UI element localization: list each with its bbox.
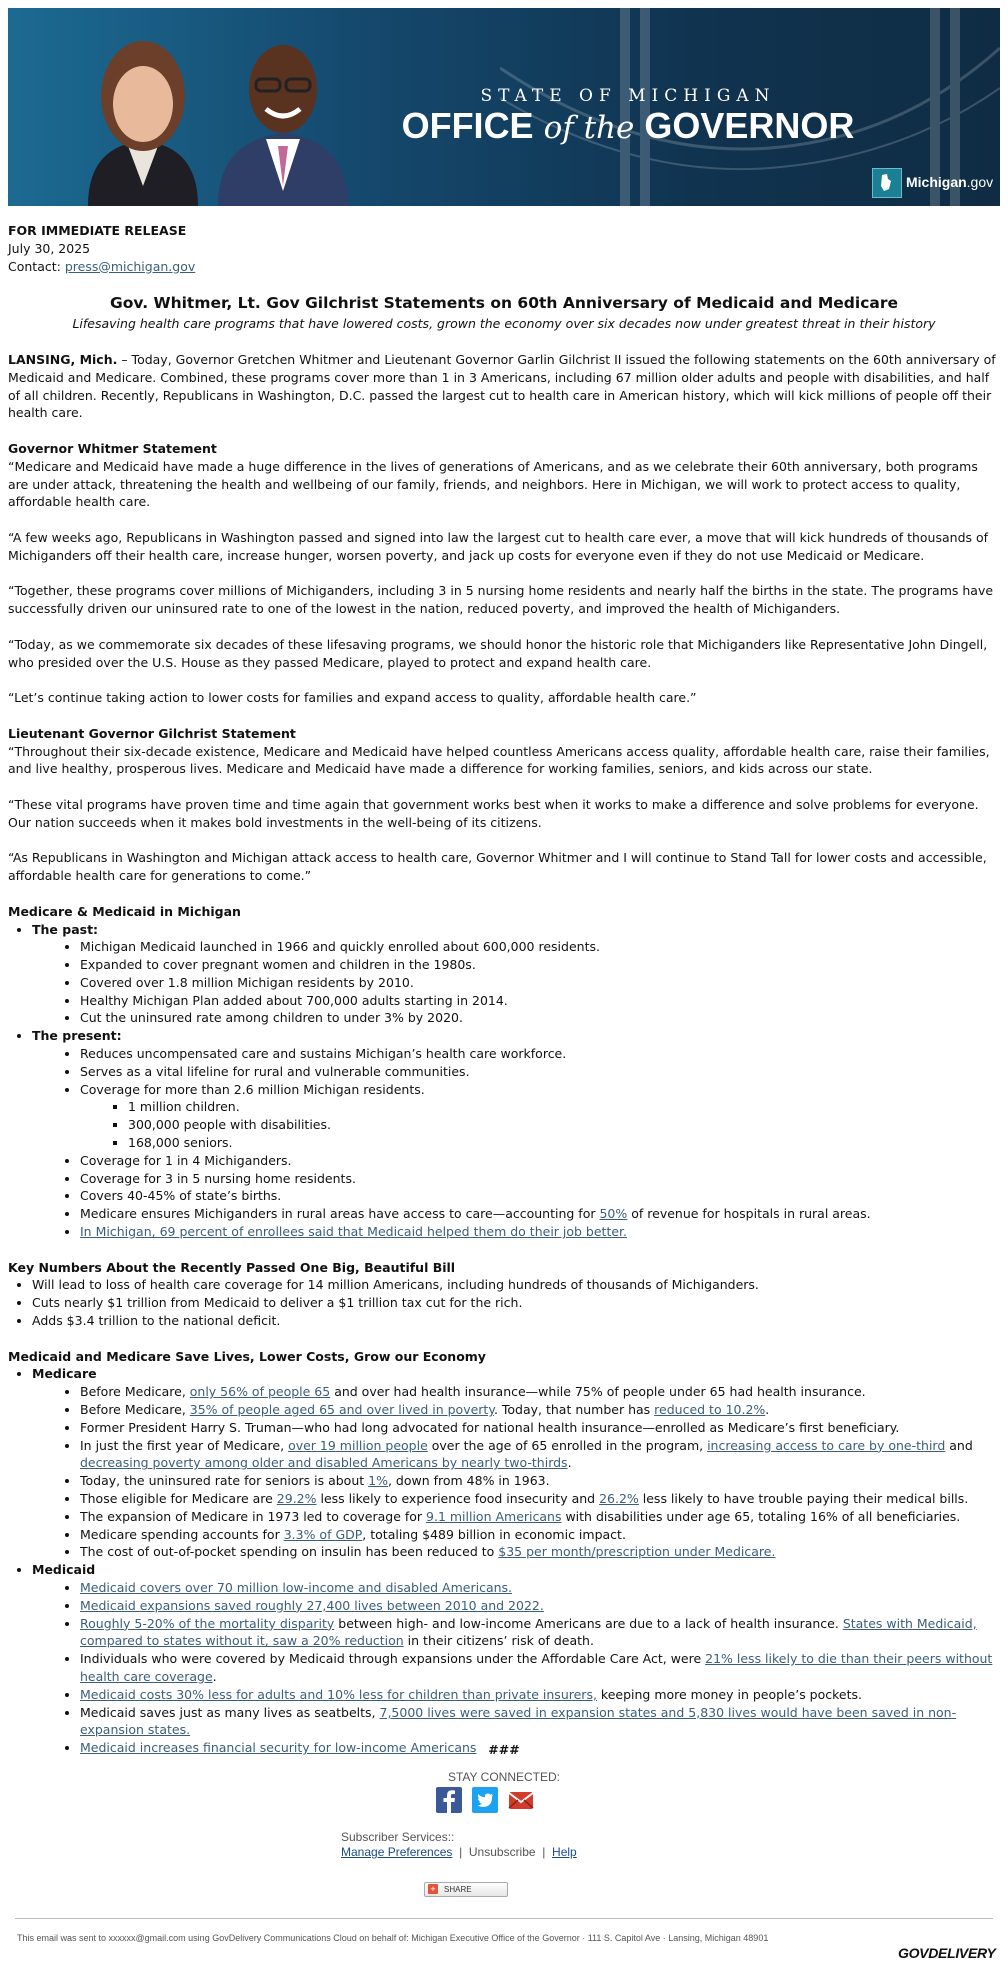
medicaid-costs-link[interactable]: Medicaid costs 30% less for adults and 10% less for children than private insurers, [80,1686,597,1702]
twitter-icon[interactable] [472,1787,498,1813]
contact-email-link[interactable]: press@michigan.gov [64,258,196,274]
access-link[interactable]: increasing access to care by one-third [707,1437,946,1453]
disability-coverage-link[interactable]: 9.1 million Americans [426,1508,562,1524]
list-item: • Medicaid • Medicaid covers over 70 million low-income and disabled Americans. • Medicaid expansions saved roughly 27,400 lives between 2010 and 2022. • Roughly 5-20% of the mortality disparity between high- and low-income Americans are due to a lack of health insurance. States with Medicaid, compared to states without it, saw a 20% reduction in their citizens’ risk of death. • Individuals who were covered by Medicaid through expansions under the Affordable Care Act, were 21% less likely to die than their peers without health care coverage. • Medicaid costs 30% less for adults and 10% less for children than private insurers, keeping more money in people’s pockets. • Medicaid saves just as many lives as seatbelts, 7,5000 lives were saved in expansion states and 5,830 lives would have been saved in non-expansion states. • Medicaid increases financial security for low-income Americans [32,1561,1000,1757]
page-subtitle: Lifesaving health care programs that have lowered costs, grown the economy over six decades now under greatest threat in their history [72,316,936,331]
help-link[interactable]: Help [552,1845,577,1859]
death-risk-link[interactable]: States with Medicaid, compared to states without it, saw a 20% reduction [80,1615,977,1649]
page-title: Gov. Whitmer, Lt. Gov Gilchrist Statements on 60th Anniversary of Medicaid and Medicare [109,294,899,312]
footer-text: This email was sent to xxxxxx@gmail.com using GovDelivery Communications Cloud on behalf of: Michigan Executive Office of the Governor · 111 S. Capitol Ave · Lansing, Michigan 48901 [17,1933,769,1943]
list-item: • Today, the uninsured rate for seniors is about 1%, down from 48% in 1963. [80,1472,1000,1490]
end-marker: ### [488,1742,520,1757]
list-item [80,1597,1000,1615]
list-item: ▪ 168,000 seniors. [128,1134,1000,1152]
list-item: • Will lead to loss of health care coverage for 14 million Americans, including hundreds of thousands of Michiganders. [32,1276,1000,1294]
whitmer-quote: “A few weeks ago, Republicans in Washington passed and signed into law the largest cut to health care ever, a move that will kick hundreds of thousands of Michiganders off their health care, increase hunger, worsen poverty, and jack up costs for everyone even if they do not use Medicaid or Medicare. [8,529,989,563]
mortality-disparity-link[interactable]: Roughly 5-20% of the mortality disparity [80,1615,335,1631]
food-insecurity-link[interactable]: 29.2% [276,1491,317,1506]
email-icon[interactable] [508,1787,534,1813]
gilchrist-statement-heading: Lieutenant Governor Gilchrist Statement [8,725,296,741]
list-item: • The past: • Michigan Medicaid launched in 1966 and quickly enrolled about 600,000 residents. • Expanded to cover pregnant women and children in the 1980s. • Covered over 1.8 million Michigan residents by 2010. • Healthy Michigan Plan added about 700,000 adults starting in 2014. • Cut the uninsured rate among children to under 3% by 2020. [32,921,1000,1028]
medicare-medicaid-michigan-heading: Medicare & Medicaid in Michigan [8,903,241,919]
list-item: • The present: • Reduces uncompensated care and sustains Michigan’s health care workforce. • Serves as a vital lifeline for rural and vulnerable communities. • Coverage for more than 2.6 million Michigan residents. ▪ 1 million children. ▪ 300,000 people with disabilities. ▪ 168,000 seniors. • Coverage for 1 in 4 Michiganders. • Coverage for 3 in 5 nursing home residents. • Covers 40-45% of state’s births. • Medicare ensures Michiganders in rural areas have access to care—accounting for 50% of revenue for hospitals in rural areas. • In Michigan, 69 percent of enrollees said that Medicaid helped them do their job better. [32,1027,1000,1241]
insulin-link[interactable]: $35 per month/prescription under Medicare. [498,1544,776,1560]
list-item: • Covers 40-45% of state’s births. [80,1187,1000,1205]
header-banner [8,8,1000,206]
facebook-icon[interactable] [436,1787,462,1813]
poverty-reduced-link[interactable]: reduced to 10.2% [654,1402,766,1418]
whitmer-quote: “Let’s continue taking action to lower costs for families and expand access to quality, affordable health care.” [8,690,697,706]
list-item: • Expanded to cover pregnant women and children in the 1980s. [80,956,1000,974]
release-date: July 30, 2025 [8,240,91,256]
list-item: • The expansion of Medicare in 1973 led to coverage for 9.1 million Americans with disabilities under age 65, totaling 16% of all beneficiaries. [80,1508,1000,1526]
release-label: FOR IMMEDIATE RELEASE [8,223,187,238]
footer-divider [15,1918,993,1919]
seatbelts-link[interactable]: 7,5000 lives were saved in expansion states and 5,830 lives would have been saved in non-expansion states. [80,1704,957,1738]
poverty-stat-link[interactable]: 35% of people aged 65 and over lived in poverty [189,1402,494,1418]
state-of-michigan-line: STATE OF MICHIGAN [480,86,776,106]
whitmer-quote: “Today, as we commemorate six decades of these lifesaving programs, we should honor the historic role that Michiganders like Representative John Dingell, who presided over the U.S. House as they passed Medicare, played to protect and expand health care. [8,636,988,670]
share-button[interactable]: + SHARE [424,1882,508,1897]
list-item: • Medicaid saves just as many lives as seatbelts, 7,5000 lives were saved in expansion states and 5,830 lives would have been saved in non-expansion states. [80,1704,1000,1740]
aca-expansion-link[interactable]: 21% less likely to die than their peers without health care coverage [80,1651,993,1684]
lt-governor-portrait [208,21,358,206]
list-item: • Individuals who were covered by Medicaid through expansions under the Affordable Care Act, were 21% less likely to die than their peers without health care coverage. [80,1650,1000,1686]
gilchrist-quote: “As Republicans in Washington and Michigan attack access to health care, Governor Whitmer and I will continue to Stand Tall for lower costs and accessible, affordable health care for generations to come.” [8,850,987,884]
list-item: • Medicare spending accounts for 3.3% of GDP, totaling $489 billion in economic impact. [80,1526,1000,1544]
save-lives-list [8,1365,1000,1757]
bill-numbers-list [8,1276,1000,1329]
list-item: • Coverage for 3 in 5 nursing home residents. [80,1170,1000,1188]
list-item: • Cut the uninsured rate among children to under 3% by 2020. [80,1009,1000,1027]
gilchrist-quote: “These vital programs have proven time and time again that government works best when it works to make a difference and solve problems for everyone. Our nation succeeds when it makes bold investments in the well-being of its citizens. [8,796,979,830]
michigan-gov-link[interactable]: Michigan.gov [906,174,994,190]
list-item: • Coverage for 1 in 4 Michiganders. [80,1152,1000,1170]
separator: | [542,1845,546,1859]
unsubscribe-link[interactable]: Unsubscribe [468,1845,536,1859]
whitmer-statement-heading: Governor Whitmer Statement [8,440,217,456]
intro-paragraph: LANSING, Mich. – Today, Governor Gretchen Whitmer and Lieutenant Governor Garlin Gilchrist II issued the following statements on the 60th anniversary of Medicaid and Medicare. Combined, these programs cover more than 1 in 3 Americans, including 67 million older adults and people with disabilities, and half of all children. Recently, Republicans in Washington, D.C. passed the largest cut to health care in American history, which will kick millions of people off their health care. [8,352,996,421]
whitmer-quote: “Together, these programs cover millions of Michiganders, including 3 in 5 nursing home residents and nearly half the births in the state. The programs have successfully driven our uninsured rate to one of the lowest in the nation, reduced poverty, and improved the health of Michiganders. [8,583,994,617]
office-of-the-governor-title: OFFICE of the GOVERNOR [401,105,855,146]
gdp-link[interactable]: 3.3% of GDP [283,1526,363,1542]
list-item: • Serves as a vital lifeline for rural and vulnerable communities. [80,1063,1000,1081]
list-item: • Medicaid costs 30% less for adults and 10% less for children than private insurers, keeping more money in people’s pockets. [80,1686,1000,1704]
list-item: ▪ 300,000 people with disabilities. [128,1116,1000,1134]
list-item: • Michigan Medicaid launched in 1966 and quickly enrolled about 600,000 residents. [80,938,1000,956]
contact-line: Contact: press@michigan.gov [8,258,196,274]
subscriber-services [341,1830,577,1860]
list-item: ▪ 1 million children. [128,1098,1000,1116]
medical-bills-link[interactable]: 26.2% [599,1491,639,1506]
list-item: • Reduces uncompensated care and sustains Michigan’s health care workforce. [80,1045,1000,1063]
rural-revenue-link[interactable]: 50% [599,1206,628,1222]
list-item: • The cost of out-of-pocket spending on insulin has been reduced to $35 per month/prescription under Medicare. [80,1543,1000,1561]
list-item [80,1223,1000,1241]
stay-connected-label: STAY CONNECTED: [447,1770,560,1784]
list-item: • Roughly 5-20% of the mortality disparity between high- and low-income Americans are due to a lack of health insurance. States with Medicaid, compared to states without it, saw a 20% reduction in their citizens’ risk of death. [80,1615,1000,1651]
manage-preferences-link[interactable]: Manage Preferences [341,1845,453,1859]
list-item: • Covered over 1.8 million Michigan residents by 2010. [80,974,1000,992]
medicaid-coverage-link[interactable]: Medicaid covers over 70 million low-income and disabled Americans. [80,1579,513,1595]
press-release-body [8,351,1000,1757]
list-item: • Former President Harry S. Truman—who had long advocated for national health insurance—enrolled as Medicare’s first beneficiary. [80,1419,1000,1437]
insurance-stat-link[interactable]: only 56% of people 65 [189,1384,331,1400]
list-item: • Those eligible for Medicare are 29.2% less likely to experience food insecurity and 26.2% less likely to have trouble paying their medical bills. [80,1490,1000,1508]
bill-key-numbers-heading: Key Numbers About the Recently Passed One Big, Beautiful Bill [8,1259,456,1275]
list-item: • Before Medicare, only 56% of people 65 and over had health insurance—while 75% of people under 65 had health insurance. [80,1383,1000,1401]
whitmer-quote: “Medicare and Medicaid have made a huge difference in the lives of generations of Americans, and as we celebrate their 60th anniversary, both programs are under attack, threatening the health and wellbeing of our family, friends, and neighbors. Here in Michigan, we will work to protect access to quality, affordable health care. [8,458,978,510]
michigan-logo-icon [872,168,902,198]
list-item: • Coverage for more than 2.6 million Michigan residents. ▪ 1 million children. ▪ 300,000 people with disabilities. ▪ 168,000 seniors. [80,1081,1000,1152]
list-item: • Cuts nearly $1 trillion from Medicaid to deliver a $1 trillion tax cut for the rich. [32,1294,1000,1312]
enrollment-link[interactable]: over 19 million people [288,1437,428,1453]
list-item: • Medicare • Before Medicare, only 56% of people 65 and over had health insurance—while 75% of people under 65 had health insurance. • Before Medicare, 35% of people aged 65 and over lived in poverty. Today, that number has reduced to 10.2%. • Former President Harry S. Truman—who had long advocated for national health insurance—enrolled as Medicare’s first beneficiary. • In just the first year of Medicare, over 19 million people over the age of 65 enrolled in the program, increasing access to care by one-third and decreasing poverty among older and disabled Americans by nearly two-thirds. • Today, the uninsured rate for seniors is about 1%, down from 48% in 1963. • Those eligible for Medicare are 29.2% less likely to experience food insecurity and 26.2% less likely to have trouble paying their medical bills. • The expansion of Medicare in 1973 led to coverage for 9.1 million Americans with disabilities under age 65, totaling 16% of all beneficiaries. • Medicare spending accounts for 3.3% of GDP, totaling $489 billion in economic impact. • The cost of out-of-pocket spending on insulin has been reduced to $35 per month/prescription under Medicare. [32,1365,1000,1561]
govdelivery-logo: GOVDELIVERY [898,1945,996,1961]
list-item: • Medicare ensures Michiganders in rural areas have access to care—accounting for 50% of revenue for hospitals in rural areas. [80,1205,1000,1223]
enrollee-survey-link[interactable]: In Michigan, 69 percent of enrollees said that Medicaid helped them do their job better. [80,1224,628,1240]
michigan-facts-list [8,921,1000,1241]
poverty-decrease-link[interactable]: decreasing poverty among older and disabled Americans by nearly two-thirds [80,1455,568,1471]
save-lives-heading: Medicaid and Medicare Save Lives, Lower Costs, Grow our Economy [8,1348,486,1364]
plus-icon: + [428,1884,438,1894]
uninsured-rate-link[interactable]: 1% [368,1473,388,1489]
subscriber-services-label: Subscriber Services:: [341,1830,455,1844]
lives-saved-link[interactable]: Medicaid expansions saved roughly 27,400 lives between 2010 and 2022. [80,1597,544,1613]
list-item: • Before Medicare, 35% of people aged 65 and over lived in poverty. Today, that number has reduced to 10.2%. [80,1401,1000,1419]
list-item [80,1579,1000,1597]
gilchrist-quote: “Throughout their six-decade existence, Medicare and Medicaid have helped countless Americans access quality, affordable health care, raise their families, and live healthy, prosperous lives. Medicare and Medicaid have made a difference for working families, seniors, and kids across our state. [8,743,990,777]
governor-portrait [68,26,218,206]
financial-security-link[interactable]: Medicaid increases financial security for low-income Americans [80,1740,477,1756]
release-meta [8,222,1000,275]
list-item: • In just the first year of Medicare, over 19 million people over the age of 65 enrolled in the program, increasing access to care by one-third and decreasing poverty among older and disabled Americans by nearly two-thirds. [80,1437,1000,1473]
separator: | [459,1845,463,1859]
list-item: • Adds $3.4 trillion to the national deficit. [32,1312,1000,1330]
list-item: • Healthy Michigan Plan added about 700,000 adults starting in 2014. [80,992,1000,1010]
